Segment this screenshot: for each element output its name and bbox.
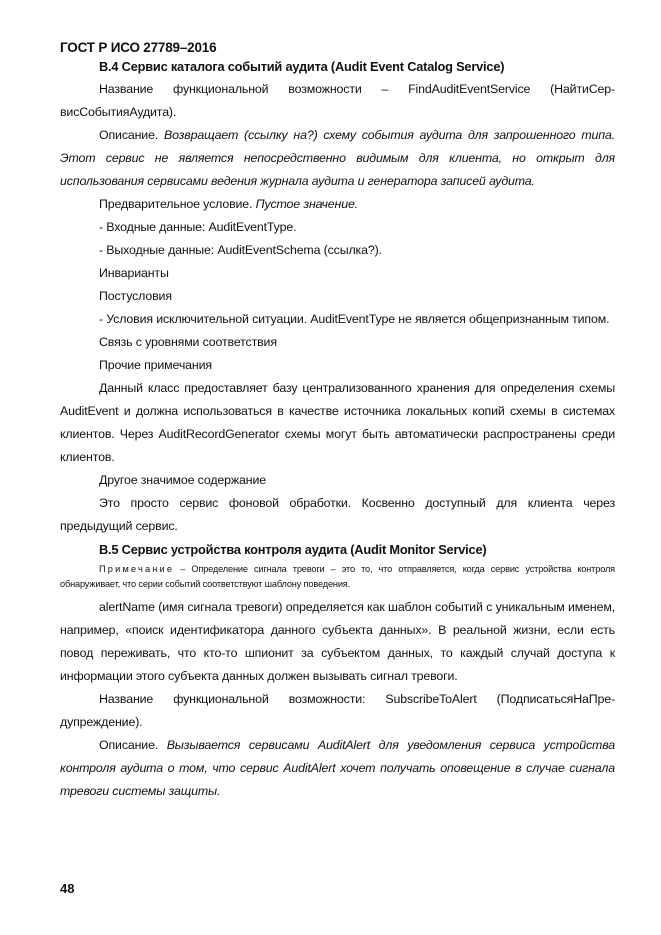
description-b5	[60, 734, 615, 803]
precondition-label: Предварительное условие.	[99, 197, 253, 211]
capability-name-b4: Название функциональной возможности – FindAuditEventService (НайтиСер-висСобытияАудита).	[60, 82, 615, 119]
invariants-label: Инварианты	[99, 266, 169, 280]
section-heading-b5: В.5 Сервис устройства контроля аудита (Audit Monitor Service)	[99, 542, 487, 557]
precondition-text: Пустое значение.	[255, 197, 358, 211]
description-label-b4: Описание.	[99, 128, 159, 142]
description-b4	[60, 124, 615, 193]
standard-header: ГОСТ Р ИСО 27789–2016	[60, 40, 217, 55]
alert-name-paragraph: alertName (имя сигнала тревоги) определяется как шаблон событий с уникальным именем, например, «поиск идентификатора данного субъекта данных». В реальной жизни, если есть повод переживать, что кто-то шпионит за субъектом данных, то каждый случай доступа к информации этого субъекта данных должен вызывать сигнал тревоги.	[60, 600, 615, 683]
note-label: Примечание	[99, 564, 175, 574]
section-heading-b4: В.4 Сервис каталога событий аудита (Audit Event Catalog Service)	[99, 59, 505, 74]
other-content-text: Это просто сервис фоновой обработки. Косвенно доступный для клиента через предыдущий сервис.	[60, 496, 615, 533]
capability-name-b5: Название функциональной возможности: SubscribeToAlert (ПодписатьсяНаПре-дупреждение).	[60, 692, 615, 729]
note-text: – Определение сигнала тревоги – это то, что отправляется, когда сервис устройства контроля обнаруживает, что серии событий соответствуют шаблону поведения.	[60, 564, 615, 589]
precondition	[60, 193, 615, 216]
output-data: - Выходные данные: AuditEventSchema (ссылка?).	[99, 243, 382, 257]
other-notes-label: Прочие примечания	[99, 358, 212, 372]
page-number: 48	[60, 881, 75, 896]
other-notes-text: Данный класс предоставляет базу централизованного хранения для определения схемы AuditEvent и должна использоваться в качестве источника локальных копий схемы в системах клиентов. Через AuditRecordGenerator схемы могут быть автоматически распространены среди клиентов.	[60, 381, 615, 464]
note-paragraph	[60, 562, 615, 592]
description-label-b5: Описание.	[99, 738, 159, 752]
exception-conditions: - Условия исключительной ситуации. AuditEventType не является общепризнанным типом.	[99, 312, 610, 326]
input-data: - Входные данные: AuditEventType.	[99, 220, 297, 234]
conformance-label: Связь с уровнями соответствия	[99, 335, 277, 349]
postconditions-label: Постусловия	[99, 289, 172, 303]
other-content-label: Другое значимое содержание	[99, 473, 266, 487]
page-content	[60, 55, 615, 803]
description-text-b5: Вызывается сервисами AuditAlert для уведомления сервиса устройства контроля аудита о том, что сервис AuditAlert хочет получать оповещение в случае сигнала тревоги системы защиты.	[60, 738, 616, 798]
description-text-b4: Возвращает (ссылку на?) схему события аудита для запрошенного типа. Этот сервис не является непосредственно видимым для клиента, но открыт для использования сервисами ведения журнала аудита и генератора записей аудита.	[60, 128, 615, 188]
